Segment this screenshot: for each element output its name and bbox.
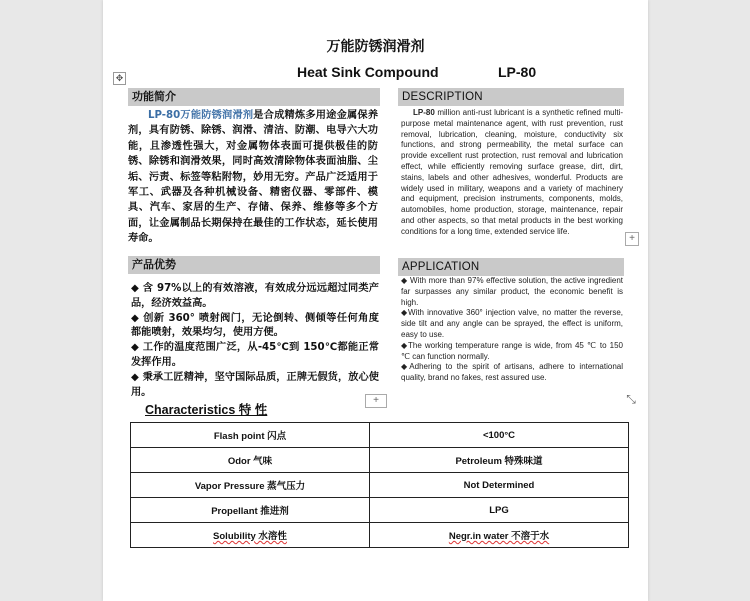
advantages-list xyxy=(131,282,379,400)
product-code: LP-80 xyxy=(498,64,537,80)
advantage-item: ◆ 秉承工匠精神，坚守国际品质，正牌无假货，放心使用。 xyxy=(131,371,379,398)
application-item: ◆ With more than 97% effective solution, the active ingredient far surpasses any similar product, the economic benefit is high. xyxy=(401,276,623,307)
table-row xyxy=(131,448,629,473)
application-item: ◆Adhering to the spirit of artisans, adhere to international quality, brand no fakes, rest assured use. xyxy=(401,362,623,383)
application-item: ◆With innovative 360° injection valve, no matter the reverse, side tilt and any angle can be sprayed, the effect is uniform, easy to use. xyxy=(401,308,623,339)
application-header: APPLICATION xyxy=(398,258,624,276)
table-row xyxy=(131,498,629,523)
description-body xyxy=(401,108,623,238)
property-cell: Propellant 推进剂 xyxy=(131,498,370,523)
value-cell: LPG xyxy=(370,498,629,523)
property-text: Solubility 水溶性 xyxy=(213,531,287,542)
property-cell: Vapor Pressure 蒸气压力 xyxy=(131,473,370,498)
application-item: ◆The working temperature range is wide, from 45 ℃ to 150 ℃ can function normally. xyxy=(401,340,623,361)
advantage-item: ◆ 含 97%以上的有效溶液，有效成分远远超过同类产品，经济效益高。 xyxy=(131,283,379,309)
document-title-en: Heat Sink Compound xyxy=(297,64,439,80)
intro-highlight: LP-80万能防锈润滑剂 xyxy=(148,110,254,121)
add-row-button[interactable]: + xyxy=(365,394,387,408)
property-cell xyxy=(131,523,370,548)
advantage-item: ◆ 工作的温度范围广泛，从-45℃到 150℃都能正常发挥作用。 xyxy=(131,342,379,368)
table-row xyxy=(131,523,629,548)
table-row xyxy=(131,423,629,448)
description-text: million anti-rust lubricant is a synthetic refined multi-purpose metal maintenance agent, with rust prevention, rust removal, lubrication, cleaning, moisture, conductivity six functions, and strong permeability, the metal surface can provide excellent rust protection, rust removal and lubrication effect, while efficiently removing surface grease, dirt, dirt, stains, labels and other adhesives, wonderful. Products are widely used in military, weapons and a variety of machinery and equipment, precision instruments, components, molds, automobiles, home production, storage, maintenance, repair and other aspects, so that metal products in the best working conditions for a long time, extended service life. xyxy=(401,108,623,236)
characteristics-table xyxy=(130,422,629,548)
table-move-handle-icon[interactable]: ✥ xyxy=(113,72,126,85)
characteristics-title: Characteristics 特 性 xyxy=(145,403,268,417)
value-cell: Not Determined xyxy=(370,473,629,498)
intro-body xyxy=(128,108,378,247)
application-list xyxy=(401,276,623,384)
value-text: Negr.in water 不溶于水 xyxy=(448,531,550,542)
property-cell: Odor 气味 xyxy=(131,448,370,473)
intro-text: 是合成精炼多用途金属保养剂，具有防锈、除锈、润滑、清洁、防潮、电导六大功能，且渗透性强大，对金属物体表面可提供极佳的防锈、除锈和润滑效果，同时高效清除物体表面油脂、尘垢、污责、标签等粘附物，妙用无穷。产品广泛适用于军工、武器及各种机械设备、精密仪器、零部件、模具、汽车、家居的生产、存储、保养、维修等多个方面，让金属制品长期保持在最佳的工作状态，延长使用寿命。 xyxy=(128,110,379,245)
resize-handle-icon[interactable]: ⤡ xyxy=(626,392,636,406)
document-title-cn: 万能防锈润滑剂 xyxy=(326,39,425,55)
intro-header: 功能简介 xyxy=(128,88,380,106)
description-lead: LP-80 xyxy=(413,108,435,117)
property-cell: Flash point 闪点 xyxy=(131,423,370,448)
value-cell: Petroleum 特殊味道 xyxy=(370,448,629,473)
document-page xyxy=(103,0,648,601)
value-cell xyxy=(370,523,629,548)
description-header: DESCRIPTION xyxy=(398,88,624,106)
table-row xyxy=(131,473,629,498)
value-cell: <100°C xyxy=(370,423,629,448)
add-column-button[interactable]: + xyxy=(625,232,639,246)
advantage-item: ◆ 创新 360° 喷射阀门，无论倒转、侧倾等任何角度都能喷射，效果均匀，使用方便。 xyxy=(131,312,379,339)
advantages-header: 产品优势 xyxy=(128,256,380,274)
